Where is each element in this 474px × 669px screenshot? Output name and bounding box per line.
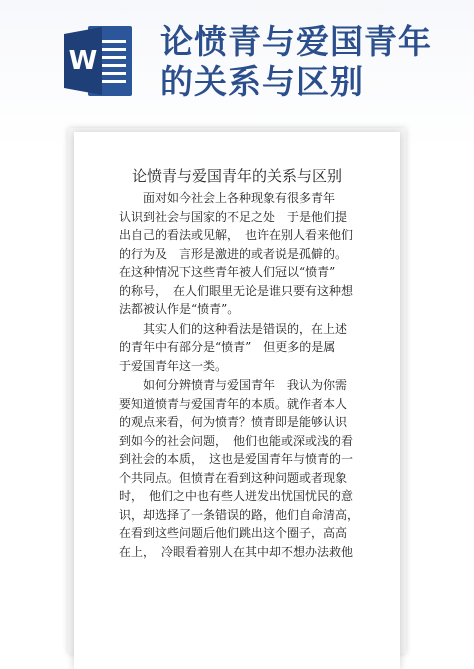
document-text-line: 时， 他们之中也有些人迸发出忧国忧民的意 [119,489,354,503]
page-title-line-1: 论愤青与爱国青年 [160,22,432,61]
document-text-line: 的观点来看，何为愤青？愤青即是能够认识 [119,415,348,429]
document-text-line: 面对如今社会上各种现象有很多青年 [119,191,336,205]
svg-text:W: W [68,46,98,76]
document-paragraph [119,376,369,561]
document-text-line: 的称号， 在人们眼里无论是谁只要有这种想 [119,283,354,298]
document-text-line: 的青年中有部分是“愤青” 但更多的是属 [119,340,336,354]
document-heading: 论愤青与爱国青年的关系与区别 [131,167,342,185]
document-text-line: 于爱国青年这一类。 [119,358,228,373]
document-paragraph [119,320,369,376]
document-text-line: 法都被认作是“愤青”。 [119,302,240,316]
document-text-line: 在上， 冷眼看着别人在其中却不想办法救他 [119,544,354,559]
page-title [160,22,460,102]
document-text-line: 的行为及 言形是激进的或者说是孤僻的。 [119,246,348,261]
page-title-line-2: 的关系与区别 [160,62,364,101]
document-text-line: 到社会的本质， 这也是爱国青年与愤青的一 [119,452,354,466]
document-paragraph [119,189,369,319]
document-text-line: 识，却选择了一条错误的路，他们自命清高， [119,507,360,522]
document-text-line: 到如今的社会问题， 他们也能或深或浅的看 [119,433,354,448]
document-text-line: 出自己的看法或见解， 也许在别人看来他们 [119,228,354,242]
document-text-line: 认识到社会与国家的不足之处 于是他们提 [119,209,348,224]
document-text-line: 如何分辨愤青与爱国青年 我认为你需 [119,378,348,392]
document-page [74,132,400,669]
document-text-line: 在看到这些问题后他们跳出这个圈子，高高 [119,526,348,540]
document-text-line: 在这种情况下这些青年被人们冠以“愤青” [119,265,336,279]
document-text-line: 个共同点。但愤青在看到这种问题或者现象 [119,470,348,485]
microsoft-word-icon [62,22,134,100]
document-body [119,189,369,562]
document-text-line: 其实人们的这种看法是错误的，在上述 [119,321,348,336]
document-text-line: 要知道愤青与爱国青年的本质。就作者本人 [119,396,348,411]
